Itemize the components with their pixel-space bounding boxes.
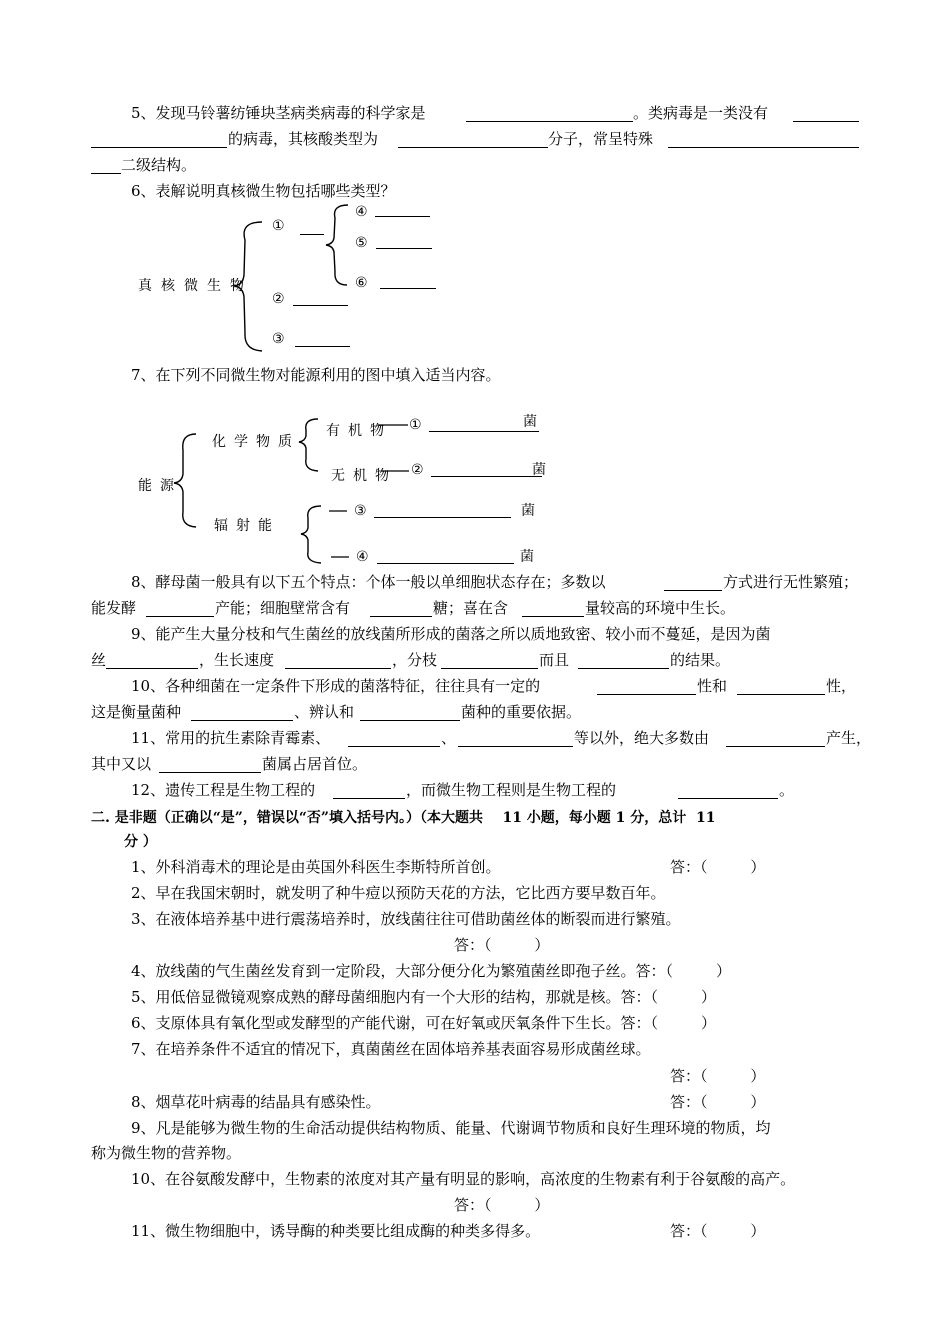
diagram-q7-jun4: 菌 <box>520 549 534 565</box>
blank-q9-result[interactable] <box>578 668 669 669</box>
q9-line2d: 而且 <box>539 651 570 669</box>
blank-q9-speed[interactable] <box>285 668 391 669</box>
diagram-q7-c1: ① <box>409 417 422 433</box>
diagram-q6-circ3: ③ <box>272 331 285 347</box>
blank-q10-identify[interactable] <box>360 720 460 721</box>
blank-q7-2[interactable] <box>431 476 542 477</box>
diagram-q6-circ4: ④ <box>355 204 368 220</box>
tf-item-9-line2: 称为微生物的营养物。 <box>91 1144 242 1162</box>
diagram-q7-jun1: 菌 <box>523 414 537 430</box>
diagram-q7-c3: ③ <box>354 503 367 519</box>
diagram-q7-inorganic: 无机物 <box>331 468 397 484</box>
tf-answer-3[interactable]: 答：（ ） <box>454 936 550 954</box>
q11-line2a: 其中又以 <box>91 755 152 773</box>
q10-line1a: 10、各种细菌在一定条件下形成的菌落特征，往往具有一定的 <box>131 677 541 695</box>
q11-line1a: 11、常用的抗生素除青霉素、 <box>131 729 331 747</box>
diagram-q7-jun2: 菌 <box>532 462 546 478</box>
blank-q11-antibiotic1[interactable] <box>348 746 440 747</box>
diagram-q7-c4: ④ <box>356 549 369 565</box>
q9-line1: 9、能产生大量分枝和气生菌丝的放线菌所形成的菌落之所以质地致密、较小而不蔓延，是因为菌 <box>131 625 771 643</box>
diagram-q6-circ1: ① <box>272 218 285 234</box>
q5-line1b: 。类病毒是一类没有 <box>633 104 769 122</box>
blank-q11-producer[interactable] <box>726 746 825 747</box>
section2-heading-line1: 二. 是非题（正确以“是”，错误以“否”填入括号内。）（本大题共 11 小题，每小题 1 分，总计 11 <box>91 810 716 826</box>
blank-q10-prop2[interactable] <box>737 694 825 695</box>
q12-line1a: 12、遗传工程是生物工程的 <box>131 781 316 799</box>
tf-answer-1[interactable]: 答：（ ） <box>670 858 766 876</box>
q5-line2b: 分子，常呈特殊 <box>548 130 654 148</box>
q10-line2a: 这是衡量菌种 <box>91 703 182 721</box>
q5-line1a: 5、发现马铃薯纺锤块茎病类病毒的科学家是 <box>131 104 426 122</box>
diagram-q7-organic: 有机物 <box>326 423 392 439</box>
tf-item-9-line1: 9、凡是能够为微生物的生命活动提供结构物质、能量、代谢调节物质和良好生理环境的物质，均 <box>131 1119 771 1137</box>
q12-line1c: 。 <box>779 781 795 799</box>
q10-line2b: 、辨认和 <box>294 703 355 721</box>
diagram-q6-circ2: ② <box>272 291 285 307</box>
blank-q10-prop1[interactable] <box>597 694 696 695</box>
q11-line1b: 、 <box>441 729 457 747</box>
q12-line1b: ，而微生物工程则是生物工程的 <box>406 781 617 799</box>
diagram-q7-chem: 化学物质 <box>212 434 300 450</box>
q10-line1c: 性， <box>826 677 857 695</box>
tf-item-3: 3、在液体培养基中进行震荡培养时，放线菌往往可借助菌丝体的断裂而进行繁殖。 <box>131 910 681 928</box>
q5-line2a: 的病毒，其核酸类型为 <box>228 130 379 148</box>
q5-line3: 二级结构。 <box>121 156 197 174</box>
q8-line1b: 方式进行无性繁殖； <box>723 573 859 591</box>
q8-line2b: 产能；细胞壁常含有 <box>215 599 351 617</box>
blank-q8-reproduction[interactable] <box>664 590 722 591</box>
q11-line1d: 产生， <box>826 729 872 747</box>
tf-item-5: 5、用低倍显微镜观察成熟的酵母菌细胞内有一个大形的结构，那就是核。答：（ ） <box>131 988 716 1006</box>
q9-line2b: ，生长速度 <box>199 651 275 669</box>
tf-item-4: 4、放线菌的气生菌丝发育到一定阶段，大部分便分化为繁殖菌丝即孢子丝。答：（ ） <box>131 962 731 980</box>
diagram-q7-c2: ② <box>411 462 424 478</box>
blank-q7-4[interactable] <box>377 563 514 564</box>
tf-item-8: 8、烟草花叶病毒的结晶具有感染性。 <box>131 1093 381 1111</box>
blank-q7-1[interactable] <box>429 431 539 432</box>
tf-answer-8[interactable]: 答：（ ） <box>670 1093 766 1111</box>
tf-answer-11[interactable]: 答：（ ） <box>670 1222 766 1240</box>
q9-line2c: ，分枝 <box>392 651 438 669</box>
blank-q8-env[interactable] <box>522 616 584 617</box>
q10-line2c: 菌种的重要依据。 <box>461 703 582 721</box>
tf-item-6: 6、支原体具有氧化型或发酵型的产能代谢，可在好氧或厌氧条件下生长。答：（ ） <box>131 1014 716 1032</box>
tf-item-11: 11、微生物细胞中，诱导酶的种类要比组成酶的种类多得多。 <box>131 1222 541 1240</box>
q9-line2a: 丝 <box>91 651 107 669</box>
q8-line2a: 能发酵 <box>91 599 137 617</box>
tf-item-1: 1、外科消毒术的理论是由英国外科医生李斯特所首创。 <box>131 858 501 876</box>
diagram-q7-jun3: 菌 <box>521 503 535 519</box>
tf-item-10: 10、在谷氨酸发酵中，生物素的浓度对其产量有明显的影响，高浓度的生物素有利于谷氨酸的高产。 <box>131 1170 796 1188</box>
tf-answer-7[interactable]: 答：（ ） <box>670 1067 766 1085</box>
diagram-q7-root: 能源 <box>138 478 182 494</box>
blank-q7-3[interactable] <box>374 517 511 518</box>
diagram-q6-circ6: ⑥ <box>355 275 368 291</box>
diagram-q7-rad: 辐射能 <box>214 518 280 534</box>
tf-answer-10[interactable]: 答：（ ） <box>454 1196 550 1214</box>
diagram-q6-circ5: ⑤ <box>355 235 368 251</box>
blank-q12-microbial[interactable] <box>678 798 778 799</box>
section2-heading-line2: 分 ） <box>124 834 157 850</box>
blank-q9-branch[interactable] <box>441 668 538 669</box>
blank-q11-genus[interactable] <box>159 772 261 773</box>
tf-item-2: 2、早在我国宋朝时，就发明了种牛痘以预防天花的方法，它比西方要早数百年。 <box>131 884 666 902</box>
q7-text: 7、在下列不同微生物对能源利用的图中填入适当内容。 <box>131 366 501 384</box>
q8-line2d: 量较高的环境中生长。 <box>585 599 736 617</box>
q6-text: 6、表解说明真核微生物包括哪些类型？ <box>131 182 396 200</box>
blank-q10-measure[interactable] <box>191 720 293 721</box>
blank-q11-antibiotic2[interactable] <box>458 746 573 747</box>
q8-line1a: 8、酵母菌一般具有以下五个特点：个体一般以单细胞状态存在；多数以 <box>131 573 606 591</box>
blank-q8-wall[interactable] <box>370 616 432 617</box>
q10-line1b: 性和 <box>697 677 728 695</box>
blank-q12-genetic[interactable] <box>333 798 405 799</box>
q9-line2e: 的结果。 <box>670 651 731 669</box>
q11-line1c: 等以外，绝大多数由 <box>574 729 710 747</box>
q8-line2c: 糖；喜在含 <box>433 599 509 617</box>
blank-q8-ferment[interactable] <box>146 616 214 617</box>
diagram-q6-root: 真核微生物 <box>138 278 253 294</box>
blank-q9-hyphae[interactable] <box>106 668 198 669</box>
q11-line2b: 菌属占居首位。 <box>262 755 368 773</box>
tf-item-7: 7、在培养条件不适宜的情况下，真菌菌丝在固体培养基表面容易形成菌丝球。 <box>131 1040 651 1058</box>
